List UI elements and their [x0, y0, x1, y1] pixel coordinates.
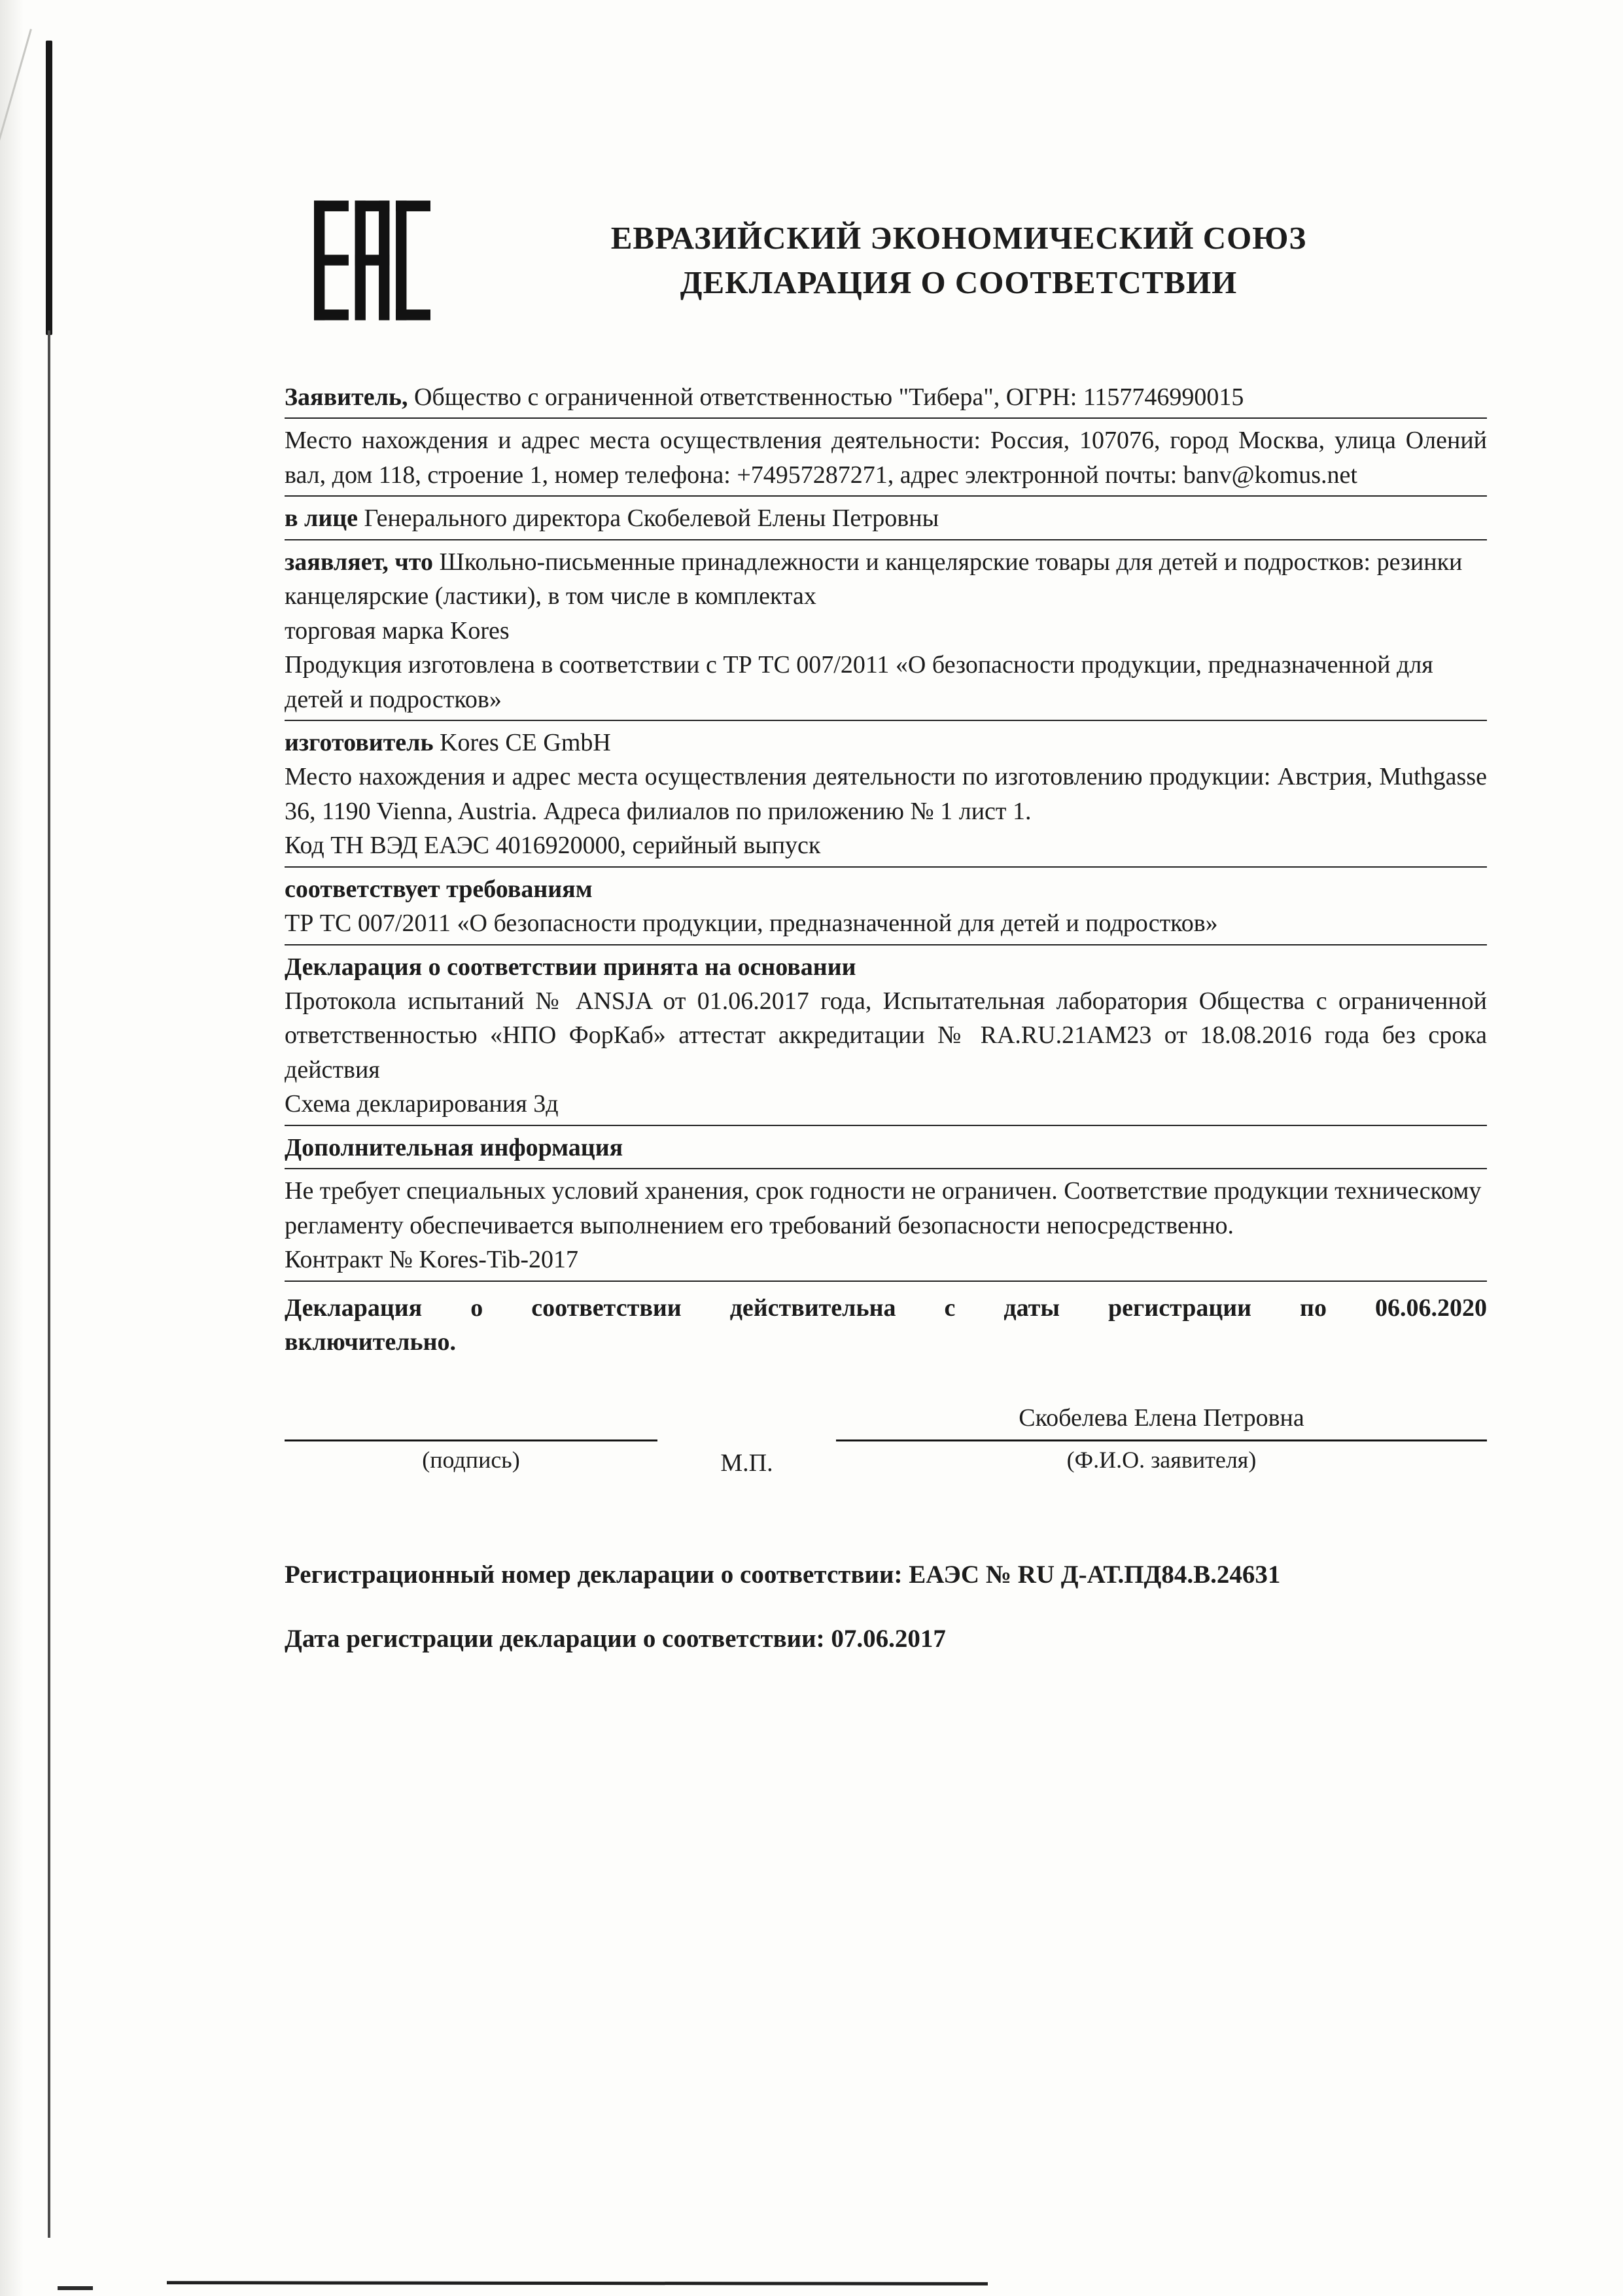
- compliance-block: [285, 872, 1487, 945]
- basis-text-row: Протокола испытаний № ANSJA от 01.06.2017 года, Испытательная лаборатория Общества с ограниченной ответственностью «НПО ФорКаб» аттестат аккредитации № RA.RU.21АМ23 от 18.08.2016 года без срока действия: [285, 987, 1487, 1084]
- in-person-row: [285, 501, 1487, 540]
- declares-text: Школьно-письменные принадлежности и канцелярские товары для детей и подростков: резинки канцелярские (ластики), в том числе в комплектах: [285, 548, 1463, 610]
- fio-caption: (Ф.И.О. заявителя): [1066, 1446, 1257, 1473]
- registration-number-label: Регистрационный номер декларации о соответствии:: [285, 1561, 909, 1589]
- scan-edge-shading: [0, 0, 24, 2296]
- in-person-text: Генерального директора Скобелевой Елены Петровны: [358, 504, 939, 533]
- document-header: [285, 196, 1487, 324]
- registration-date-label: Дата регистрации декларации о соответствии:: [285, 1625, 831, 1653]
- contract-row: Контракт № Kores-Tib-2017: [285, 1246, 579, 1274]
- additional-info-text: Не требует специальных условий хранения, срок годности не ограничен. Соответствие продукции техническому регламенту обеспечивается выполнением его требований безопасности непосредственно.: [285, 1177, 1482, 1239]
- basis-block: [285, 950, 1487, 1126]
- signature-field: [285, 1439, 657, 1477]
- eac-mark-svg: [314, 198, 430, 323]
- registration-date-value: 07.06.2017: [831, 1625, 946, 1653]
- additional-info-block: [285, 1174, 1487, 1281]
- applicant-label: Заявитель,: [285, 383, 408, 411]
- document-title: [430, 216, 1487, 304]
- manufacturer-name: Kores CE GmbH: [433, 728, 611, 756]
- manufacturer-block: [285, 726, 1487, 868]
- additional-info-label-row: Дополнительная информация: [285, 1131, 1487, 1169]
- manufacturer-label: изготовитель: [285, 728, 434, 756]
- registration-number-value: ЕАЭС № RU Д-АТ.ПД84.В.24631: [909, 1561, 1281, 1589]
- registration-number-row: [285, 1557, 1487, 1593]
- manufacturer-row: [285, 726, 1487, 760]
- trademark-row: торговая марка Kores: [285, 616, 510, 645]
- validity-block: [285, 1291, 1487, 1360]
- validity-line-1: Декларация о соответствии действительна с даты регистрации по 06.06.2020: [285, 1294, 1487, 1322]
- fio-field: [836, 1439, 1487, 1477]
- complies-label-row: соответствует требованиям: [285, 875, 593, 903]
- declares-row: [285, 545, 1487, 614]
- registration-date-row: [285, 1621, 1487, 1657]
- scan-artifact-bottom-line: [167, 2281, 988, 2286]
- title-line-1: ЕВРАЗИЙСКИЙ ЭКОНОМИЧЕСКИЙ СОЮЗ: [610, 219, 1307, 256]
- applicant-address-row: [285, 423, 1487, 497]
- scan-artifact-bottom-dot: [58, 2286, 93, 2290]
- manufacturer-address-row: Место нахождения и адрес места осуществления деятельности по изготовлению продукции: Австрия, Muthgasse 36, 1190 Vienna, Austria. Адреса филиалов по приложению № 1 лист 1.: [285, 763, 1487, 825]
- scheme-row: Схема декларирования 3д: [285, 1090, 559, 1118]
- stamp-place-label: М.П.: [720, 1449, 773, 1477]
- complies-text-row: ТР ТС 007/2011 «О безопасности продукции, предназначенной для детей и подростков»: [285, 910, 1218, 938]
- product-made-row: Продукция изготовлена в соответствии с ТР ТС 007/2011 «О безопасности продукции, предназначенной для детей и подростков»: [285, 651, 1433, 713]
- applicant-row: [285, 380, 1487, 419]
- scan-artifact-left-bar: [46, 41, 52, 335]
- title-line-2: ДЕКЛАРАЦИЯ О СООТВЕТСТВИИ: [680, 264, 1238, 300]
- in-person-label: в лице: [285, 504, 358, 533]
- signatory-name: Скобелева Елена Петровна: [1019, 1404, 1304, 1432]
- signature-row: [285, 1439, 1487, 1480]
- validity-line-2: включительно.: [285, 1328, 456, 1356]
- applicant-text: Общество с ограниченной ответственностью "Тибера", ОГРН: 1157746990015: [408, 383, 1244, 411]
- basis-label-row: Декларация о соответствии принята на основании: [285, 953, 856, 981]
- signature-block: [285, 1401, 1487, 1480]
- signature-caption: (подпись): [422, 1446, 520, 1473]
- scan-artifact-left-line: [48, 330, 50, 2238]
- declares-label: заявляет, что: [285, 548, 433, 576]
- applicant-address-text: Место нахождения и адрес места осуществления деятельности: Россия, 107076, город Москва, улица Олений вал, дом 118, строение 1, номер телефона: +74957287271, адрес электронной почты: banv@komus.net: [285, 427, 1487, 489]
- declaration-object-block: [285, 545, 1487, 721]
- document-body: [285, 380, 1487, 1657]
- eac-mark-icon: [314, 198, 430, 323]
- tnved-code-row: Код ТН ВЭД ЕАЭС 4016920000, серийный выпуск: [285, 832, 821, 860]
- document-content: [285, 0, 1487, 1657]
